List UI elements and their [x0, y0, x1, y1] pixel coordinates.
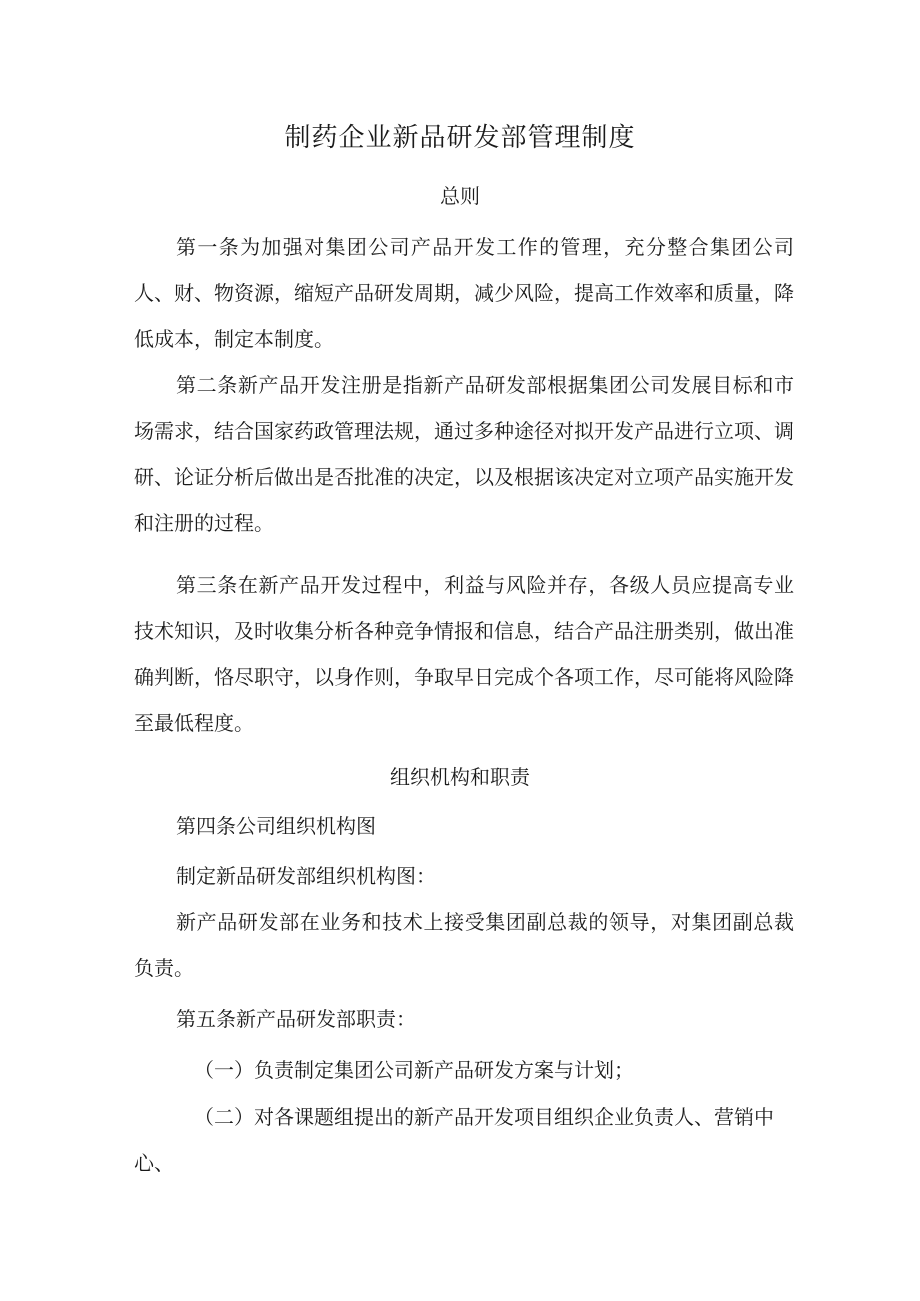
article-5-paragraph: 第五条新产品研发部职责： [176, 1007, 416, 1031]
section-heading-organization: 组织机构和职责 [390, 765, 530, 789]
org-chart-caption: 制定新品研发部组织机构图： [176, 864, 436, 888]
article-2-paragraph: 第二条新产品开发注册是指新产品研发部根据集团公司发展目标和市场需求，结合国家药政管理法规，通过多种途径对拟开发产品进行立项、调研、论证分析后做出是否批准的决定，以及根据该决定对立项产品实施开发和注册的过程。 [134, 373, 794, 535]
article-4-paragraph: 第四条公司组织机构图 [176, 814, 376, 838]
duty-item-2: （二）对各课题组提出的新产品开发项目组织企业负责人、营销中心、 [134, 1105, 774, 1175]
article-1-paragraph: 第一条为加强对集团公司产品开发工作的管理，充分整合集团公司人、财、物资源，缩短产品研发周期，减少风险，提高工作效率和质量，降低成本，制定本制度。 [134, 235, 794, 351]
section-heading-general: 总则 [440, 184, 480, 208]
duty-item-1: （一）负责制定集团公司新产品研发方案与计划； [194, 1058, 634, 1082]
article-3-paragraph: 第三条在新产品开发过程中，利益与风险并存，各级人员应提高专业技术知识，及时收集分析各种竞争情报和信息，结合产品注册类别，做出准确判断，恪尽职守，以身作则，争取早日完成个各项工作，尽可能将风险降至最低程度。 [134, 573, 794, 735]
document-title: 制药企业新品研发部管理制度 [284, 123, 636, 153]
leadership-paragraph: 新产品研发部在业务和技术上接受集团副总裁的领导，对集团副总裁负责。 [134, 910, 794, 980]
